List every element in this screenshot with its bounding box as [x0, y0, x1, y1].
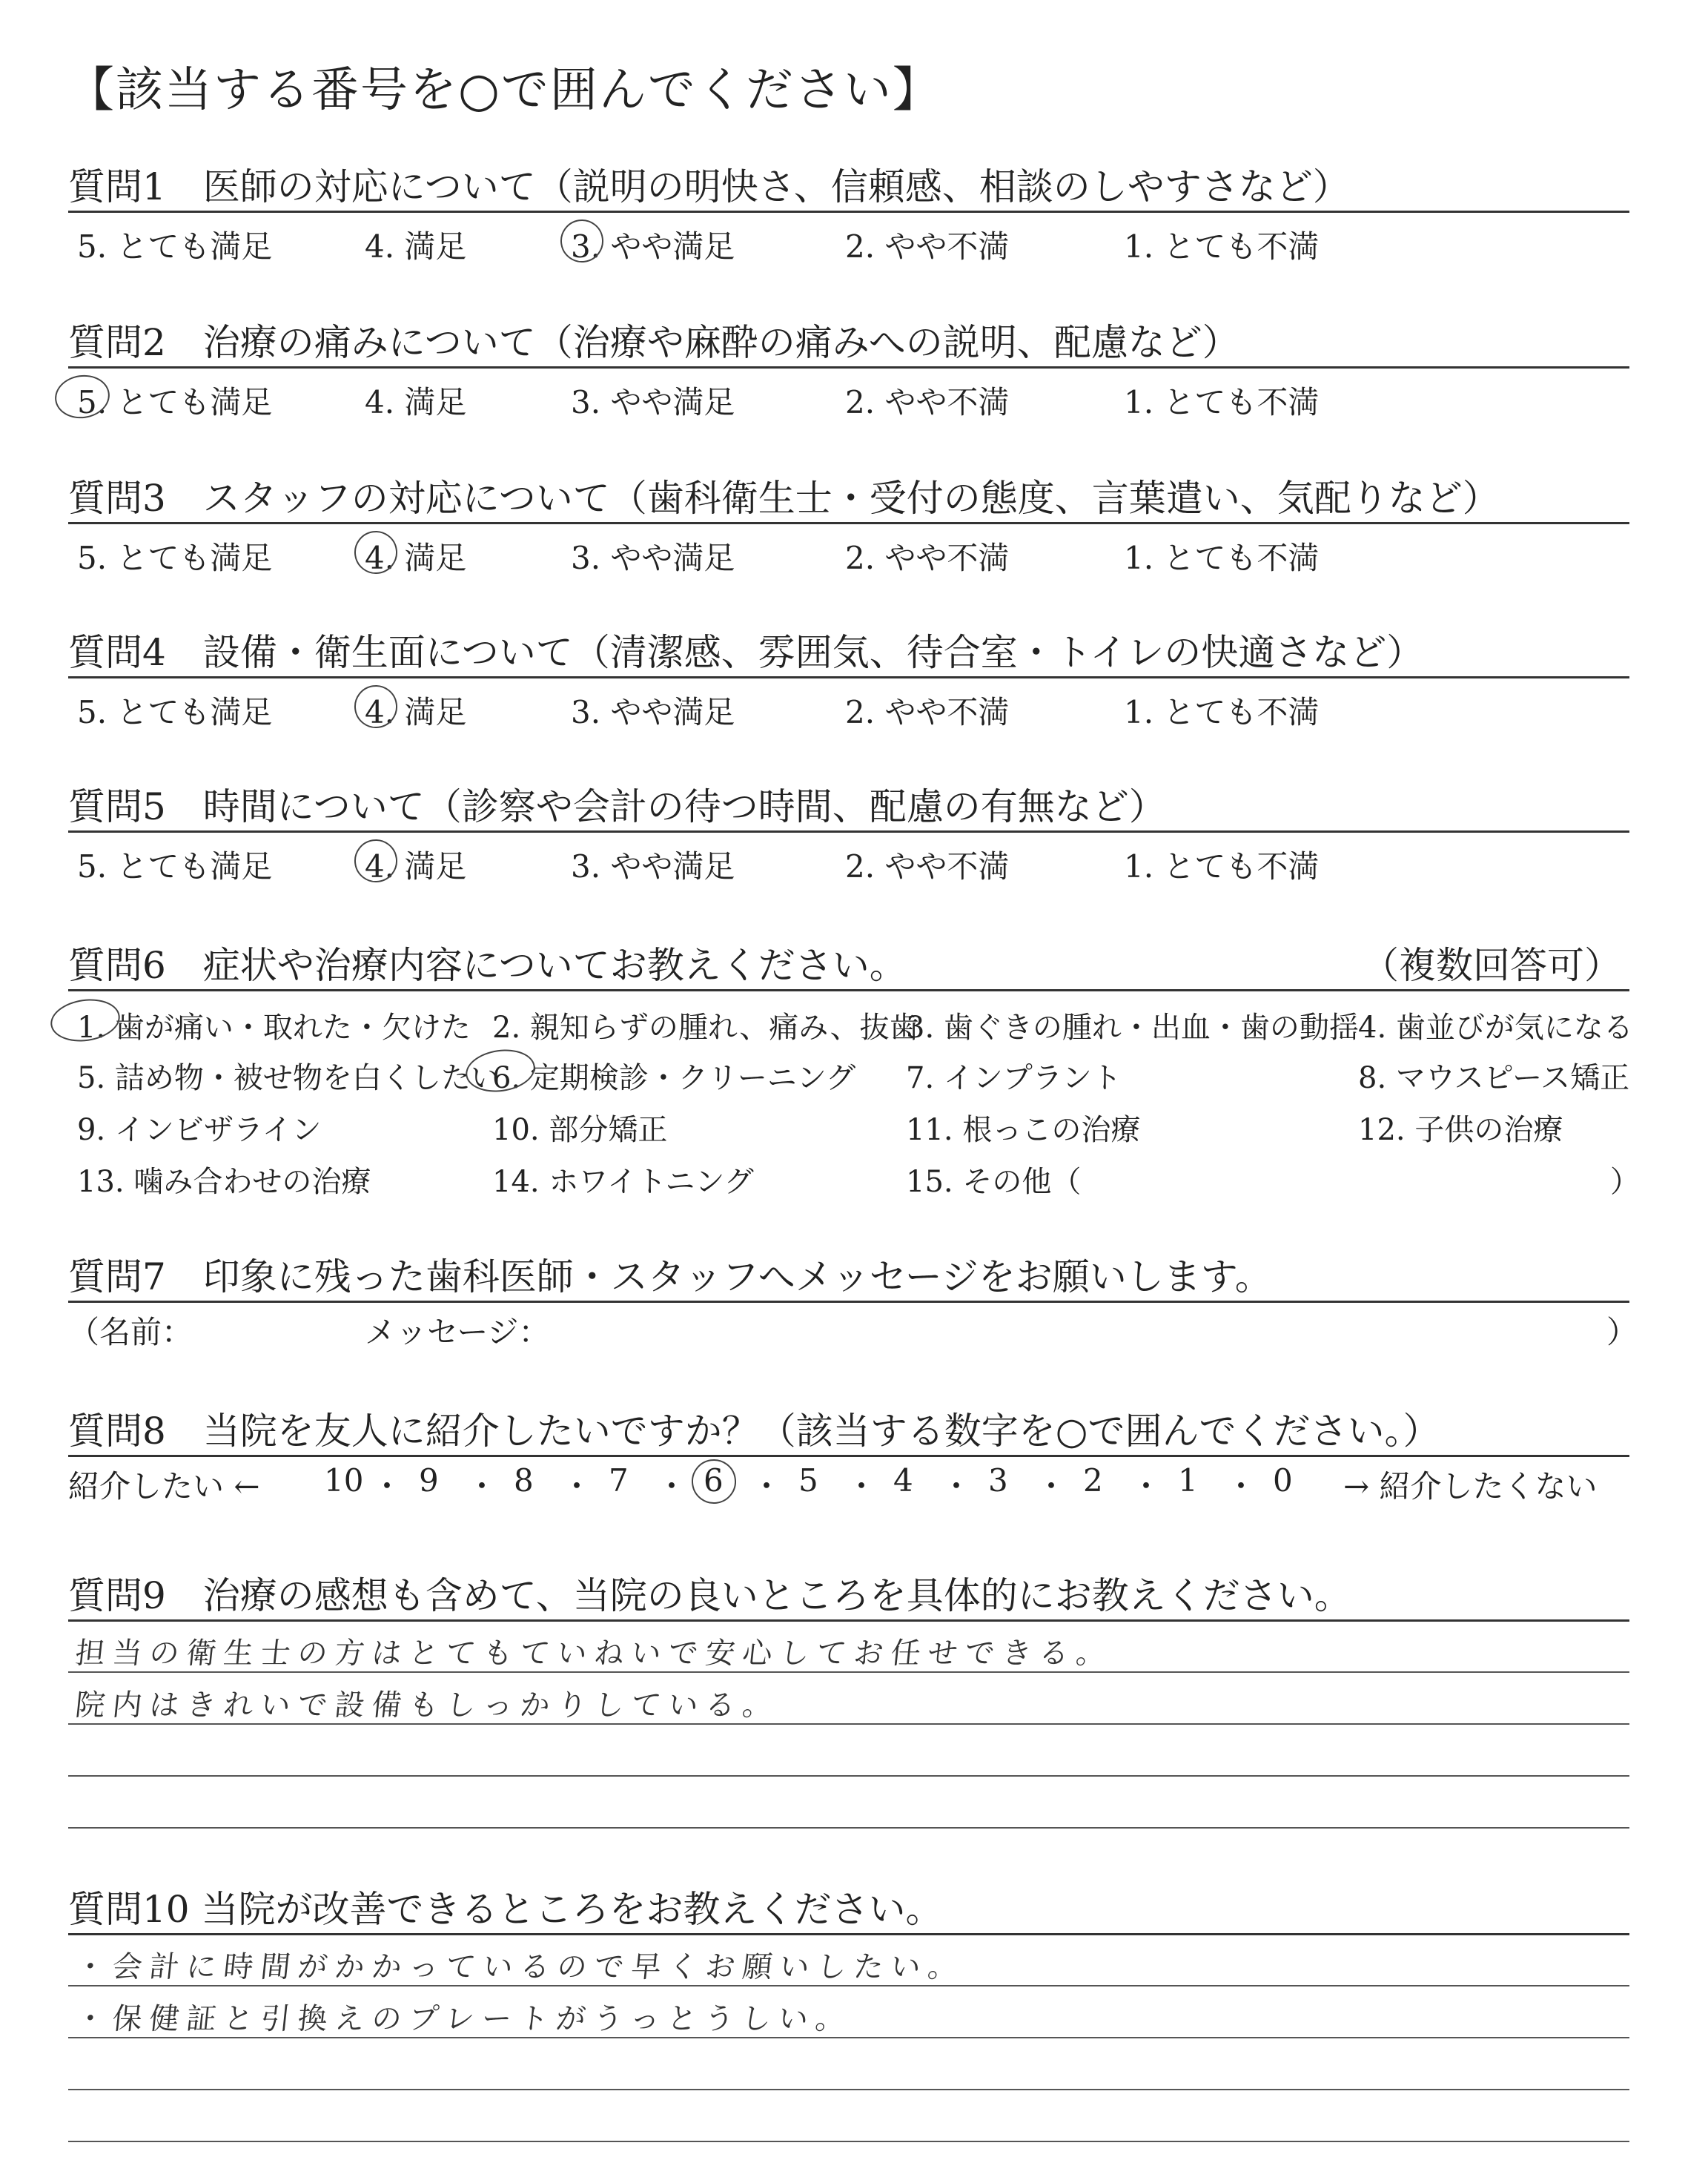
rating-option[interactable]: 3. やや満足 — [571, 384, 735, 420]
message-label: メッセージ： — [365, 1314, 550, 1350]
recommend-score[interactable]: 8 — [514, 1462, 534, 1499]
question-7-rule — [68, 1301, 1629, 1303]
recommend-score[interactable]: 1 — [1178, 1462, 1198, 1499]
symptom-option[interactable]: 1. 歯が痛い・取れた・欠けた — [77, 1011, 471, 1045]
recommend-score[interactable]: 6 — [704, 1462, 724, 1499]
handwritten-answer: 院内はきれいで設備もしっかりしている。 — [73, 1688, 782, 1723]
page-title: 【該当する番号を○で囲んでください】 — [67, 63, 941, 118]
rating-option[interactable]: 5. とても満足 — [77, 384, 273, 420]
answer-line — [68, 2089, 1629, 2090]
scale-separator: ・ — [1131, 1468, 1162, 1505]
question-1-heading: 質問1 医師の対応について（説明の明快さ、信頼感、相談のしやすさなど） — [68, 165, 1350, 208]
scale-separator: ・ — [1036, 1468, 1068, 1505]
question-rule — [68, 830, 1629, 833]
symptom-option[interactable]: 10. 部分矯正 — [492, 1113, 668, 1147]
recommend-score[interactable]: 7 — [609, 1462, 629, 1499]
question-rule — [68, 522, 1629, 524]
symptom-option[interactable]: 12. 子供の治療 — [1358, 1113, 1563, 1147]
symptom-option[interactable]: 11. 根っこの治療 — [906, 1113, 1141, 1147]
rating-option[interactable]: 4. 満足 — [365, 848, 467, 885]
rating-option[interactable]: 1. とても不満 — [1124, 694, 1320, 730]
scale-separator: ・ — [941, 1468, 973, 1505]
symptom-option[interactable]: 13. 噛み合わせの治療 — [77, 1165, 371, 1199]
rating-option[interactable]: 5. とても満足 — [77, 540, 273, 576]
answer-line — [68, 2141, 1629, 2142]
handwritten-answer: ・保健証と引換えのプレートがうっとうしい。 — [73, 2002, 855, 2036]
question-5-heading: 質問5 時間について（診察や会計の待つ時間、配慮の有無など） — [68, 785, 1166, 828]
symptom-option[interactable]: 3. 歯ぐきの腫れ・出血・歯の動揺 — [906, 1011, 1359, 1045]
recommend-score[interactable]: 2 — [1083, 1462, 1103, 1499]
rating-option[interactable]: 4. 満足 — [365, 540, 467, 576]
selected-circle-mark — [689, 1456, 739, 1507]
rating-option[interactable]: 4. 満足 — [365, 228, 467, 265]
scale-separator: ・ — [466, 1468, 498, 1505]
rating-option[interactable]: 2. やや不満 — [845, 694, 1010, 730]
rating-option[interactable]: 3. やや満足 — [571, 540, 735, 576]
scale-separator: ・ — [371, 1468, 403, 1505]
rating-option[interactable]: 2. やや不満 — [845, 848, 1010, 885]
question-6-rule — [68, 989, 1629, 991]
question-rule — [68, 366, 1629, 369]
rating-option[interactable]: 4. 満足 — [365, 384, 467, 420]
question-9-heading: 質問9 治療の感想も含めて、当院の良いところを具体的にお教えください。 — [68, 1574, 1351, 1617]
multiple-answer-note: （複数回答可） — [1362, 944, 1621, 987]
symptom-option[interactable]: 4. 歯並びが気になる — [1358, 1011, 1633, 1045]
scale-separator: ・ — [656, 1468, 688, 1505]
question-4-heading: 質問4 設備・衛生面について（清潔感、雰囲気、待合室・トイレの快適さなど） — [68, 631, 1424, 674]
question-8-rule — [68, 1455, 1629, 1457]
recommend-score[interactable]: 9 — [419, 1462, 439, 1499]
symptom-option[interactable]: 6. 定期検診・クリーニング — [492, 1061, 856, 1095]
message-close-paren: ） — [1606, 1314, 1638, 1350]
scale-separator: ・ — [751, 1468, 783, 1505]
recommend-left-label: 紹介したい ← — [68, 1468, 260, 1505]
symptom-option[interactable]: 15. その他（ — [906, 1165, 1082, 1199]
handwritten-answer: 担当の衛生士の方はとてもていねいで安心してお任せできる。 — [73, 1636, 1116, 1671]
answer-line — [68, 1775, 1629, 1777]
question-7-heading: 質問7 印象に残った歯科医師・スタッフへメッセージをお願いします。 — [68, 1255, 1272, 1298]
rating-option[interactable]: 4. 満足 — [365, 694, 467, 730]
symptom-option[interactable]: 2. 親知らずの腫れ、痛み、抜歯 — [492, 1011, 919, 1045]
rating-option[interactable]: 2. やや不満 — [845, 228, 1010, 265]
recommend-score[interactable]: 10 — [324, 1462, 364, 1499]
answer-line — [68, 1985, 1629, 1986]
scale-separator: ・ — [561, 1468, 593, 1505]
symptom-option[interactable]: 14. ホワイトニング — [492, 1165, 754, 1199]
rating-option[interactable]: 3. やや満足 — [571, 848, 735, 885]
handwritten-answer: ・会計に時間がかかっているので早くお願いしたい。 — [73, 1950, 967, 1984]
question-rule — [68, 211, 1629, 213]
recommend-score[interactable]: 5 — [798, 1462, 818, 1499]
rating-option[interactable]: 5. とても満足 — [77, 694, 273, 730]
answer-line — [68, 2037, 1629, 2038]
question-rule — [68, 676, 1629, 678]
symptom-option[interactable]: 9. インビザライン — [77, 1113, 322, 1147]
symptom-option[interactable]: 5. 詰め物・被せ物を白くしたい — [77, 1061, 500, 1095]
rating-option[interactable]: 1. とても不満 — [1124, 540, 1320, 576]
question-3-heading: 質問3 スタッフの対応について（歯科衛生士・受付の態度、言葉遣い、気配りなど） — [68, 477, 1500, 520]
recommend-score[interactable]: 4 — [893, 1462, 913, 1499]
question-6-heading: 質問6 症状や治療内容についてお教えください。 — [68, 944, 907, 987]
recommend-score[interactable]: 3 — [988, 1462, 1008, 1499]
symptom-option[interactable]: 7. インプラント — [906, 1061, 1122, 1095]
name-label: （名前： — [68, 1314, 193, 1350]
scale-separator: ・ — [1225, 1468, 1257, 1505]
rating-option[interactable]: 1. とても不満 — [1124, 848, 1320, 885]
rating-option[interactable]: 1. とても不満 — [1124, 384, 1320, 420]
rating-option[interactable]: 3. やや満足 — [571, 694, 735, 730]
other-close-paren: ） — [1610, 1165, 1640, 1199]
rating-option[interactable]: 2. やや不満 — [845, 540, 1010, 576]
question-8-heading: 質問8 当院を友人に紹介したいですか？（該当する数字を○で囲んでください。） — [68, 1410, 1440, 1453]
answer-line — [68, 1671, 1629, 1673]
question-2-heading: 質問2 治療の痛みについて（治療や麻酔の痛みへの説明、配慮など） — [68, 321, 1239, 364]
rating-option[interactable]: 5. とても満足 — [77, 228, 273, 265]
rating-option[interactable]: 5. とても満足 — [77, 848, 273, 885]
scale-separator: ・ — [846, 1468, 878, 1505]
rating-option[interactable]: 1. とても不満 — [1124, 228, 1320, 265]
answer-line — [68, 1723, 1629, 1725]
question-10-heading: 質問10 当院が改善できるところをお教えください。 — [68, 1888, 943, 1931]
question-9-rule — [68, 1619, 1629, 1622]
recommend-right-label: → 紹介したくない — [1343, 1468, 1598, 1505]
question-10-rule — [68, 1933, 1629, 1935]
rating-option[interactable]: 2. やや不満 — [845, 384, 1010, 420]
answer-line — [68, 1827, 1629, 1829]
symptom-option[interactable]: 8. マウスピース矯正 — [1358, 1061, 1630, 1095]
rating-option[interactable]: 3. やや満足 — [571, 228, 735, 265]
recommend-score[interactable]: 0 — [1273, 1462, 1293, 1499]
